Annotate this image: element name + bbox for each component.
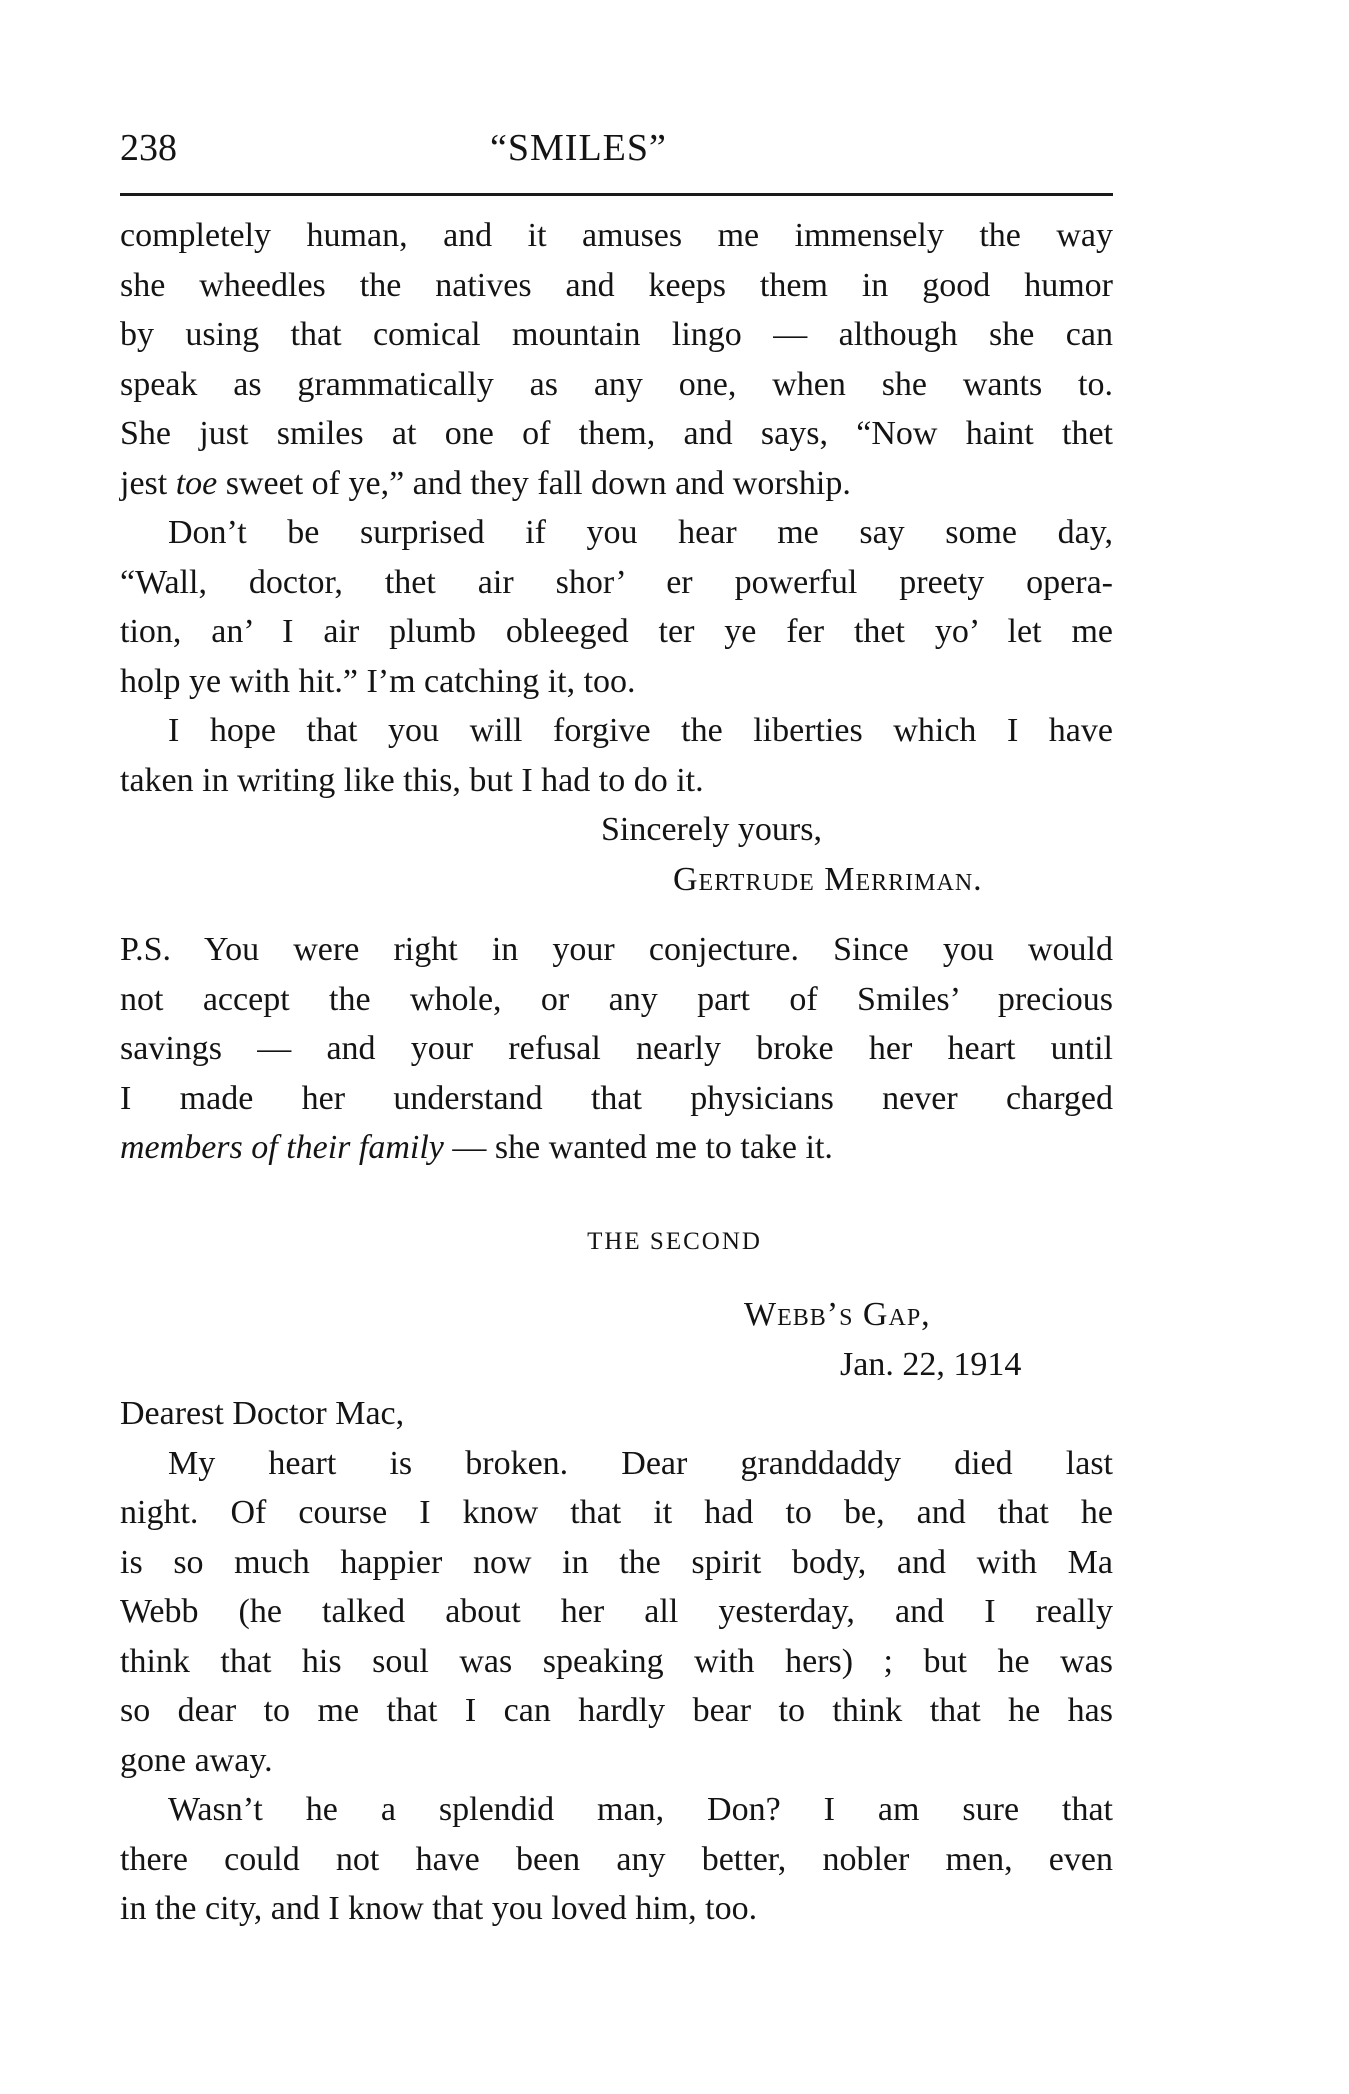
header-rule [120,193,1113,196]
paragraph-start-line: Wasn’t he a splendid man, Don? I am sure that [168,1791,1113,1828]
paragraph-start-line: Don’t be surprised if you hear me say some day, [168,514,1113,551]
body-line: speak as grammatically as any one, when she wants to. [120,365,1113,403]
signature: Gertrude Merriman. [673,860,983,898]
body-line: Webb (he talked about her all yesterday, and I really [120,1593,1113,1630]
postscript [120,925,1113,1173]
postscript-line: P.S. You were right in your conjecture. Since you would [120,931,1113,968]
paragraph-start-line: I hope that you will forgive the liberties which I have [168,712,1113,749]
italic-phrase: members of their family [120,1129,444,1166]
postscript-line: I made her understand that physicians never charged [120,1079,1113,1117]
body-text: sweet of ye,” and they fall down and worship. [225,464,851,502]
body-line: taken in writing like this, but I had to do it. [120,761,704,799]
body-line: by using that comical mountain lingo — although she can [120,316,1113,353]
body-line-with-italic [120,459,1113,509]
postscript-text: — she wanted me to take it. [443,1129,833,1166]
body-line: holp ye with hit.” I’m catching it, too. [120,662,636,700]
letter-one-body [120,211,1113,904]
postscript-line: not accept the whole, or any part of Smiles’ precious [120,980,1113,1018]
section-heading: THE SECOND [587,1228,762,1255]
letter-closing: Sincerely yours, [601,811,822,848]
letter-place: Webb’s Gap, [744,1296,931,1333]
postscript-line: savings — and your refusal nearly broke her heart until [120,1030,1113,1067]
body-line: completely human, and it amuses me immensely the way [120,217,1113,254]
body-line: there could not have been any better, nobler men, even [120,1840,1113,1878]
page-number: 238 [120,127,177,169]
body-line: she wheedles the natives and keeps them in good humor [120,266,1113,304]
body-line: gone away. [120,1741,273,1779]
running-title: “SMILES” [490,127,667,169]
postscript-last-line [120,1123,1113,1173]
body-line: is so much happier now in the spirit body, and with Ma [120,1543,1113,1581]
letter-two [120,1290,1113,1934]
body-line: think that his soul was speaking with hers) ; but he was [120,1642,1113,1680]
body-line: night. Of course I know that it had to be, and that he [120,1494,1113,1531]
body-line: She just smiles at one of them, and says, “Now haint thet [120,415,1113,452]
italic-word: toe [175,464,218,502]
salutation: Dearest Doctor Mac, [120,1395,405,1432]
body-text: jest [120,464,168,502]
body-line: so dear to me that I can hardly bear to think that he has [120,1692,1113,1729]
body-line: tion, an’ I air plumb obleeged ter ye fer thet yo’ let me [120,613,1113,650]
body-line: “Wall, doctor, thet air shor’ er powerful preety opera- [120,563,1113,601]
paragraph-start-line: My heart is broken. Dear granddaddy died last [168,1444,1113,1482]
letter-date: Jan. 22, 1914 [840,1345,1022,1383]
body-line: in the city, and I know that you loved him, too. [120,1890,758,1927]
